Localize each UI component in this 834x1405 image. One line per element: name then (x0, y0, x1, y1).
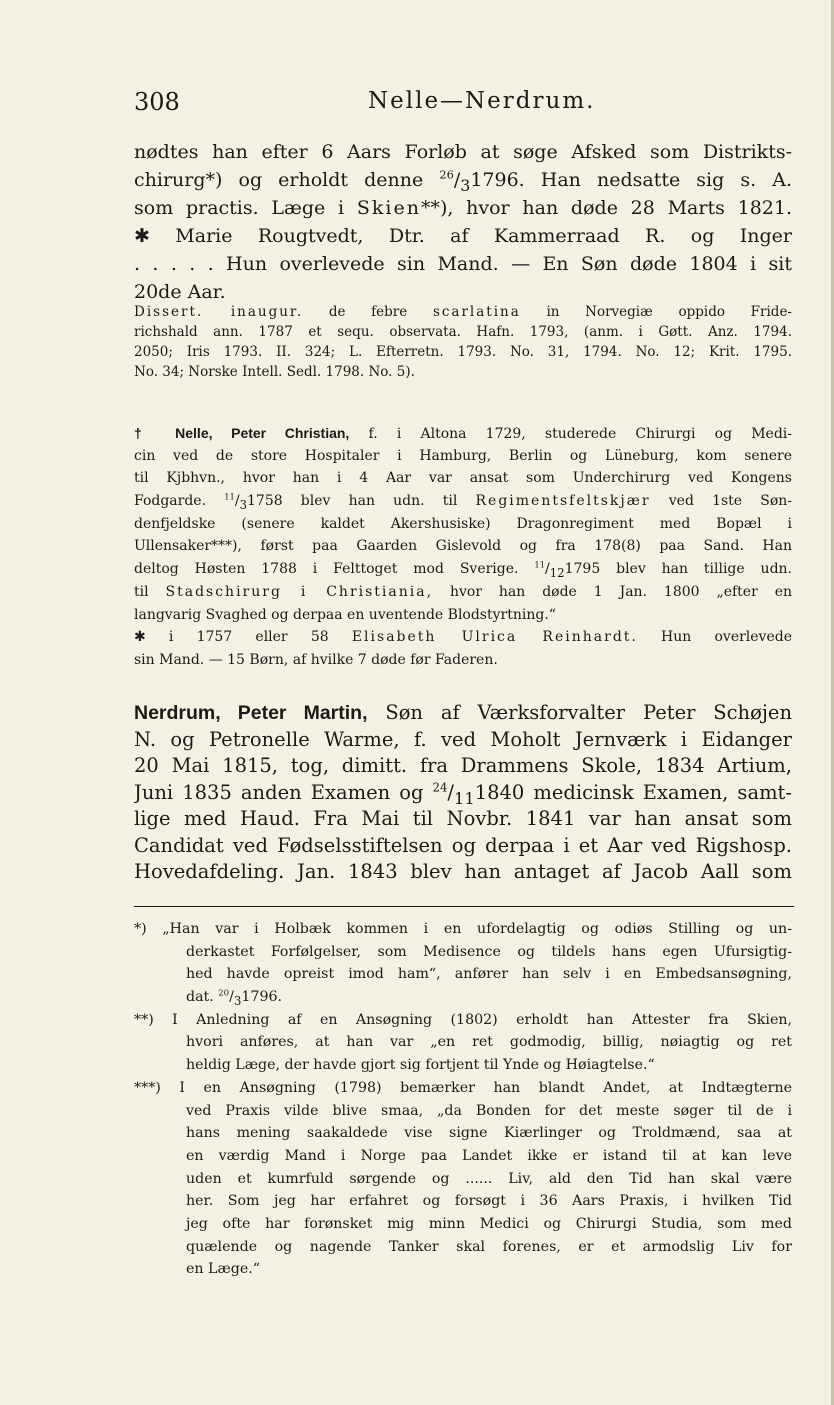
text-line: 20de Aar. (134, 281, 226, 303)
text-line: Fodgarde. $^{11}/_31758$ blev han udn. til Regimentsfeltskjær ved 1ste Søn- (134, 491, 792, 512)
text-line: nødtes han efter 6 Aars Forløb at søge Afsked som Distrikts- (134, 141, 792, 163)
text-line: ✱ Marie Rougtvedt, Dtr. af Kammerraad R. og Inger (134, 225, 792, 247)
footnote-line: hed havde opreist imod ham“, anfører han selv i en Embedsansøgning, (186, 966, 792, 983)
footnote-divider (134, 906, 794, 907)
footnote-line: *) „Han var i Holbæk kommen i en ufordelagtig og odiøs Stilling og un- (134, 921, 792, 937)
text-line: Candidat ved Fødselsstiftelsen og derpaa i et Aar ved Rigshosp. (134, 833, 792, 857)
text-line: til Stadschirurg i Christiania, hvor han døde 1 Jan. 1800 „efter en (134, 583, 792, 600)
text-line: Ullensaker***), først paa Gaarden Gislevold og fra 178(8) paa Sand. Han (134, 538, 792, 555)
footnote-line: hans mening saakaldede vise signe Kiærlinger og Troldmænd, saa at (186, 1125, 792, 1142)
text-line: langvarig Svaghed og derpaa en uventende Blodstyrtning.“ (134, 606, 556, 623)
footnote-line: en Læge.“ (186, 1261, 261, 1278)
footnote-line: en værdig Mand i Norge paa Landet ikke er istand til at kan leve (186, 1147, 792, 1164)
footnote-line: uden et kumrfuld sørgende og ...... Liv, ald den Tid han skal være (186, 1170, 792, 1187)
text-line: ✱ i 1757 eller 58 Elisabeth Ulrica Reinhardt. Hun overlevede (134, 629, 792, 646)
footnote-line: her. Som jeg har erfahret og forsøgt i 36 Aars Praxis, i hvilken Tid (186, 1193, 792, 1210)
text-line: lige med Haud. Fra Mai til Novbr. 1841 var han ansat som (134, 807, 792, 830)
footnote-line: **) I Anledning af en Ansøgning (1802) erholdt han Attester fra Skien, (134, 1011, 792, 1028)
footnote-line: jeg ofte har forønsket mig minn Medici og Chirurgi Studia, som med (186, 1215, 792, 1232)
entry-nerdrum (134, 700, 792, 886)
text-line: 20 Mai 1815, tog, dimitt. fra Drammens Skole, 1834 Artium, (134, 754, 792, 777)
text-line: . . . . . Hun overlevede sin Mand. — En Søn døde 1804 i sit (134, 253, 792, 275)
dissertation-reference (134, 302, 792, 382)
footnote-line: ved Praxis vilde blive smaa, „da Bonden for det meste søger til de i (186, 1102, 792, 1119)
text-line: cin ved de store Hospitaler i Hamburg, Berlin og Lüneburg, kom senere (134, 447, 792, 464)
text-line: † Nelle, Peter Christian, f. i Altona 1729, studerede Chirurgi og Medi- (134, 425, 792, 442)
intro-paragraph (134, 138, 792, 306)
footnotes (134, 918, 792, 1281)
text-line: til Kjbhvn., hvor han i 4 Aar var ansat som Underchirurg ved Kongens (134, 470, 792, 487)
footnote-line: dat. $^{20}/_31796$. (186, 988, 283, 1008)
footnote-line: derkastet Forfølgelser, som Medisence og tildels hans egen Ufursigtig- (186, 943, 792, 960)
entry-nelle (134, 422, 792, 672)
text-line: Hovedafdeling. Jan. 1843 blev han antaget af Jacob Aall som (134, 860, 792, 883)
text-line: 2050; Iris 1793. II. 324; L. Efterretn. 1793. No. 31, 1794. No. 12; Krit. 1795. (134, 344, 792, 360)
footnote-line: quælende og nagende Tanker skal forenes, er et armodslig Liv for (186, 1238, 792, 1255)
footnote-line: ***) I en Ansøgning (1798) bemærker han blandt Andet, at Indtægterne (134, 1079, 792, 1096)
text-line: som practis. Læge i Skien**), hvor han døde 28 Marts 1821. (134, 197, 792, 219)
text-line: N. og Petronelle Warme, f. ved Moholt Jernværk i Eidanger (134, 727, 792, 751)
text-line: chirurg*) og erholdt denne $^{26}/_31796$. Han nedsatte sig s. A. (134, 167, 792, 194)
footnote-line: heldig Læge, der havde gjort sig fortjent til Ynde og Høiagtelse.“ (186, 1057, 655, 1074)
page-number: 308 (134, 88, 180, 116)
text-line: richshald ann. 1787 et sequ. observata. Hafn. 1793, (anm. i Gøtt. Anz. 1794. (134, 324, 792, 340)
page-header (134, 88, 794, 122)
footnote-line: hvori anføres, at han var „en ret godmodig, billig, nøiagtig og ret (186, 1034, 792, 1051)
text-line: deltog Høsten 1788 i Felttoget mod Sverige. $^{11}/_{12}1795$ blev han tillige udn. (134, 559, 792, 580)
running-title: Nelle—Nerdrum. (368, 88, 596, 114)
text-line: Nerdrum, Peter Martin, Søn af Værksforvalter Peter Schøjen (134, 701, 792, 724)
text-line: No. 34; Norske Intell. Sedl. 1798. No. 5). (134, 364, 415, 380)
text-line: denfjeldske (senere kaldet Akershusiske) Dragonregiment med Bopæl i (134, 515, 792, 532)
entry-heading: Nerdrum, Peter Martin, (134, 702, 368, 724)
text-line: Juni 1835 anden Examen og $^{24}/_{11}1840$ medicinsk Examen, samt- (134, 780, 792, 806)
text-line: Dissert. inaugur. de febre scarlatina in Norvegiæ oppido Fride- (134, 304, 792, 320)
text-line: sin Mand. — 15 Børn, af hvilke 7 døde før Faderen. (134, 651, 498, 668)
entry-heading: † Nelle, Peter Christian, (134, 425, 350, 441)
